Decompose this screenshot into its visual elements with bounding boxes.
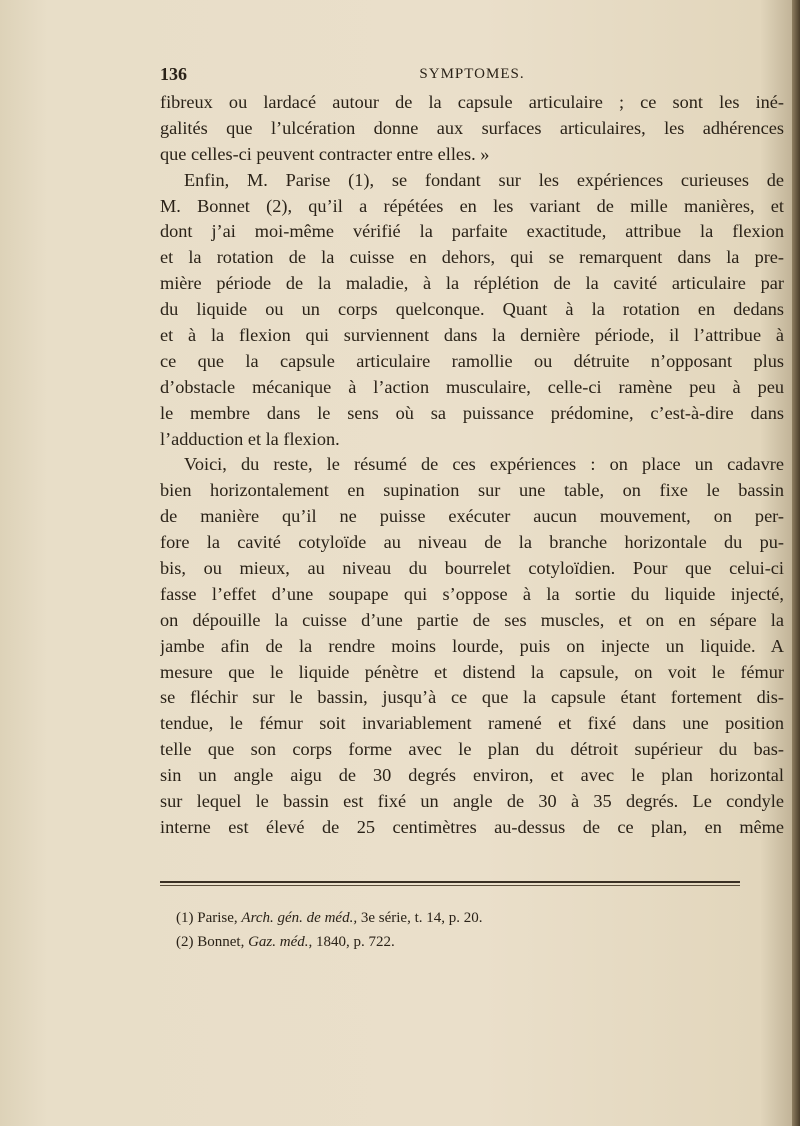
running-title: SYMPTOMES. [419, 66, 525, 82]
body-line: bien horizontalement en supination sur une table, on fixe le bassin [160, 480, 784, 501]
footnote-marker: (1) [176, 910, 194, 926]
body-line: Voici, du reste, le résumé de ces expériences : on place un cadavre [184, 454, 784, 475]
body-line: sur lequel le bassin est fixé un angle de 30 à 35 degrés. Le condyle [160, 791, 784, 812]
body-line: l’adduction et la flexion. [160, 428, 340, 449]
footnote-journal: Gaz. méd., [248, 934, 313, 950]
footnote-rule-thin [160, 885, 740, 886]
body-line: interne est élevé de 25 centimètres au-dessus de ce plan, en même [160, 816, 784, 837]
body-line: du liquide ou un corps quelconque. Quant à la rotation en dedans [160, 299, 784, 320]
body-line: le membre dans le sens où sa puissance prédomine, c’est-à-dire dans [160, 402, 784, 423]
body-line: et à la flexion qui surviennent dans la dernière période, il l’attribue à [160, 325, 784, 346]
body-line: galités que l’ulcération donne aux surfaces articulaires, les adhérences [160, 117, 784, 138]
body-line: de manière qu’il ne puisse exécuter aucun mouvement, on per- [160, 506, 784, 527]
body-line: que celles-ci peuvent contracter entre elles. » [160, 143, 490, 164]
body-line: on dépouille la cuisse d’une partie de ses muscles, et on en sépare la [160, 609, 784, 630]
footnote-1 [176, 906, 736, 930]
body-line: jambe afin de la rendre moins lourde, puis on injecte un liquide. A [160, 635, 784, 656]
body-line: fore la cavité cotyloïde au niveau de la branche horizontale du pu- [160, 532, 784, 553]
body-line: se fléchir sur le bassin, jusqu’à ce que la capsule étant fortement dis- [160, 687, 784, 708]
page-header [160, 64, 784, 88]
footnote-reference: 1840, p. 722. [316, 934, 395, 950]
footnote-rule [160, 881, 740, 883]
footnotes [176, 906, 736, 954]
body-line: tendue, le fémur soit invariablement ramené et fixé dans une position [160, 713, 784, 734]
footnote-journal: Arch. gén. de méd., [241, 910, 358, 926]
body-line: fasse l’effet d’une soupape qui s’oppose à la sortie du liquide injecté, [160, 583, 784, 604]
page-number: 136 [160, 64, 187, 84]
body-line: Enfin, M. Parise (1), se fondant sur les expériences curieuses de [184, 169, 784, 190]
footnote-author: Parise, [197, 910, 238, 926]
body-line: dont j’ai moi-même vérifié la parfaite exactitude, attribue la flexion [160, 221, 784, 242]
body-line: telle que son corps forme avec le plan du détroit supérieur du bas- [160, 739, 784, 760]
body-line: mesure que le liquide pénètre et distend la capsule, on voit le fémur [160, 661, 784, 682]
footnote-author: Bonnet, [197, 934, 245, 950]
body-line: mière période de la maladie, à la réplétion de la cavité articulaire par [160, 273, 784, 294]
body-line: ce que la capsule articulaire ramollie ou détruite n’opposant plus [160, 350, 784, 371]
body-line: et la rotation de la cuisse en dehors, qui se remarquent dans la pre- [160, 247, 784, 268]
book-spine-edge [792, 0, 800, 1126]
body-line: d’obstacle mécanique à l’action musculaire, celle-ci ramène peu à peu [160, 376, 784, 397]
body-line: sin un angle aigu de 30 degrés environ, et avec le plan horizontal [160, 765, 784, 786]
footnote-2 [176, 930, 736, 954]
body-line: bis, ou mieux, au niveau du bourrelet cotyloïdien. Pour que celui-ci [160, 558, 784, 579]
footnote-marker: (2) [176, 934, 194, 950]
body-line: fibreux ou lardacé autour de la capsule articulaire ; ce sont les iné- [160, 92, 784, 112]
footnote-reference: 3e série, t. 14, p. 20. [360, 910, 483, 926]
body-text [160, 90, 784, 841]
body-line: M. Bonnet (2), qu’il a répétées en les variant de mille manières, et [160, 195, 784, 216]
